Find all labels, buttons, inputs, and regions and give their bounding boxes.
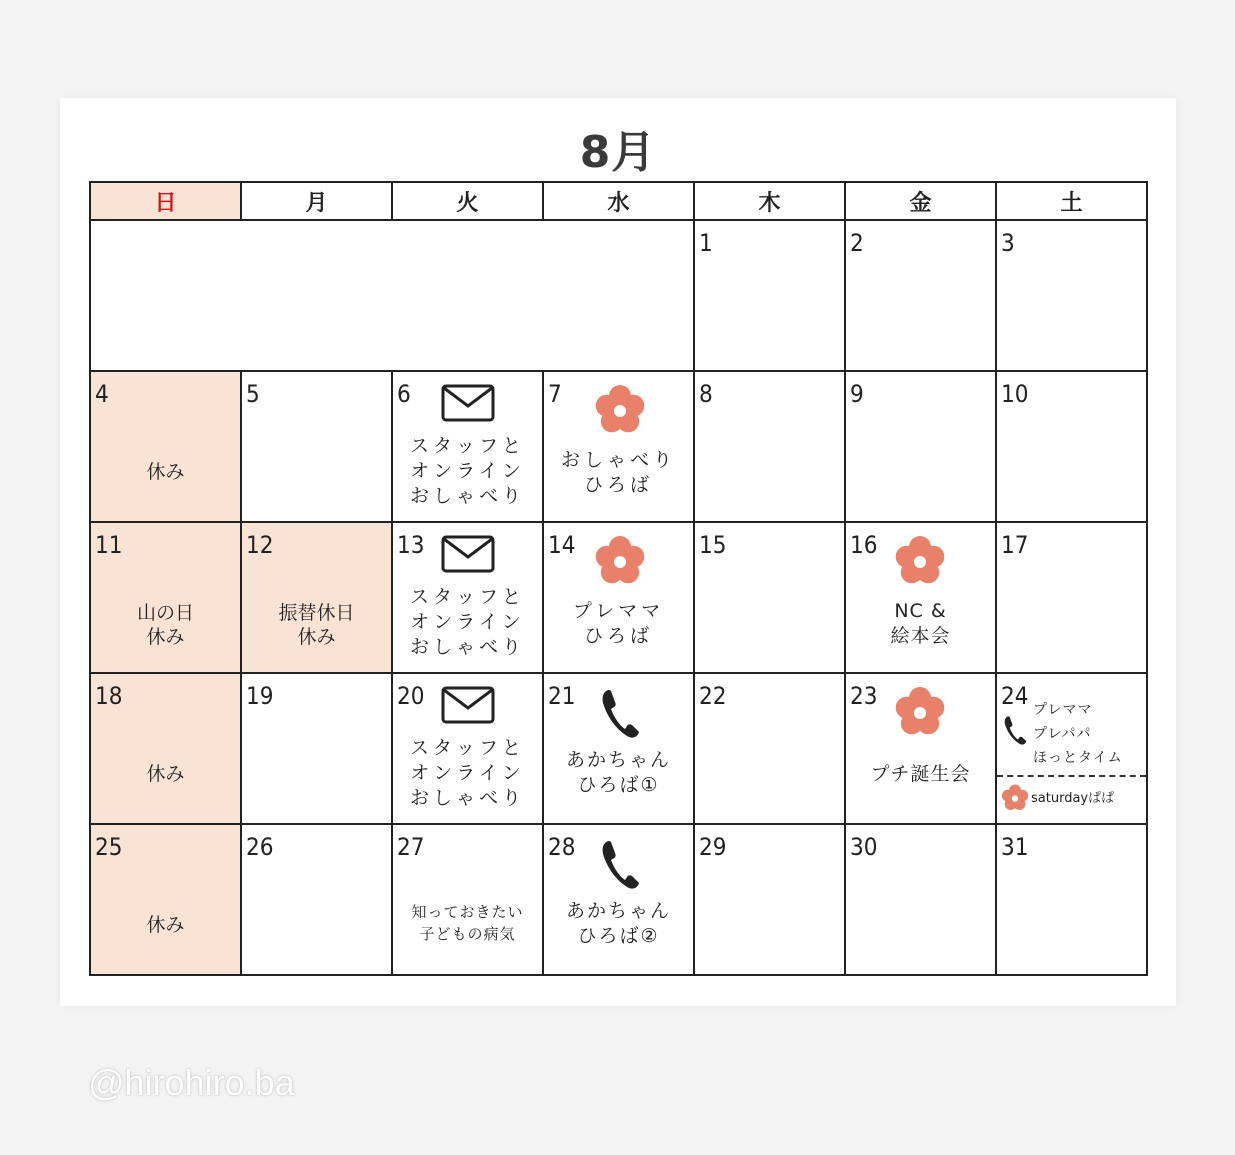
day-number: 8 (699, 380, 713, 408)
day-cell-25 (90, 824, 241, 975)
day-cell-1 (694, 220, 845, 371)
day-number: 31 (1001, 833, 1029, 861)
calendar-grid (89, 181, 1148, 976)
weekday-monday: 月 (241, 182, 392, 220)
holiday-label: 休み (146, 763, 185, 785)
envelope-icon (441, 384, 495, 422)
day-cell-11 (90, 522, 241, 673)
holiday-label: 休み (146, 461, 185, 483)
day-number: 5 (246, 380, 260, 408)
day-cell-31 (996, 824, 1147, 975)
weekday-tuesday: 火 (392, 182, 543, 220)
day-cell-18 (90, 673, 241, 824)
week-row-5 (90, 824, 1147, 975)
event-label: 知っておきたい 子どもの病気 (411, 903, 524, 943)
day-number: 19 (246, 682, 274, 710)
holiday-label: 休み (146, 914, 185, 936)
event-label: スタッフと オンライン おしゃべり (409, 586, 525, 658)
event-label: saturdayぱぱ (1031, 791, 1115, 806)
day-number: 12 (246, 531, 274, 559)
week-row-4 (90, 673, 1147, 824)
day-cell-20 (392, 673, 543, 824)
day-number: 2 (850, 229, 864, 257)
flower-icon (894, 686, 946, 738)
day-number: 28 (548, 833, 576, 861)
day-cell-19 (241, 673, 392, 824)
day-number: 24 (1001, 682, 1029, 710)
watermark-handle: @hirohiro.ba (88, 1062, 295, 1103)
day-number: 17 (1001, 531, 1029, 559)
day-number: 15 (699, 531, 727, 559)
weekday-thursday: 木 (694, 182, 845, 220)
day-number: 16 (850, 531, 878, 559)
event-label: あかちゃん ひろば② (565, 900, 671, 947)
flower-icon (1001, 784, 1029, 812)
day-number: 13 (397, 531, 425, 559)
day-cell-22 (694, 673, 845, 824)
envelope-icon (441, 686, 495, 724)
day-cell-8 (694, 371, 845, 522)
weekday-wednesday: 水 (543, 182, 694, 220)
day-cell-2 (845, 220, 996, 371)
event-label: プチ誕生会 (870, 763, 971, 785)
day-cell-27 (392, 824, 543, 975)
day-cell-6 (392, 371, 543, 522)
event-label: スタッフと オンライン おしゃべり (409, 737, 525, 809)
week-row-1 (90, 220, 1147, 371)
day-number: 30 (850, 833, 878, 861)
day-cell-28 (543, 824, 694, 975)
weekday-saturday: 土 (996, 182, 1147, 220)
day-cell-29 (694, 824, 845, 975)
phone-icon (1003, 714, 1027, 746)
week-row-3 (90, 522, 1147, 673)
day-number: 21 (548, 682, 576, 710)
holiday-label: 山の日 休み (136, 602, 194, 648)
day-cell-24 (996, 673, 1147, 824)
phone-icon (600, 686, 640, 740)
day-number: 27 (397, 833, 425, 861)
day-cell-5 (241, 371, 392, 522)
weekday-header-row (90, 182, 1147, 220)
month-title: 8月 (579, 127, 657, 178)
day-cell-17 (996, 522, 1147, 673)
day-cell-23 (845, 673, 996, 824)
weekday-sunday: 日 (90, 182, 241, 220)
envelope-icon (441, 535, 495, 573)
event-label: あかちゃん ひろば① (565, 749, 671, 796)
day-number: 6 (397, 380, 411, 408)
event-label: プレママ プレパパ ほっとタイム (1033, 702, 1123, 766)
day-number: 22 (699, 682, 727, 710)
empty-cells (90, 220, 694, 371)
day-cell-4 (90, 371, 241, 522)
day-number: 3 (1001, 229, 1015, 257)
day-number: 20 (397, 682, 425, 710)
day-number: 1 (699, 229, 713, 257)
week-row-2 (90, 371, 1147, 522)
event-label: おしゃべり ひろば (560, 449, 676, 496)
calendar-card (60, 98, 1176, 1006)
flower-icon (594, 384, 646, 436)
day-cell-3 (996, 220, 1147, 371)
day-cell-26 (241, 824, 392, 975)
day-number: 14 (548, 531, 576, 559)
day-cell-13 (392, 522, 543, 673)
day-cell-15 (694, 522, 845, 673)
event-label: NC & 絵本会 (890, 600, 951, 647)
flower-icon (894, 535, 946, 587)
holiday-label: 振替休日 休み (278, 602, 355, 648)
day-number: 4 (95, 380, 109, 408)
day-number: 29 (699, 833, 727, 861)
day-cell-7 (543, 371, 694, 522)
day-cell-16 (845, 522, 996, 673)
dashed-divider (997, 775, 1146, 777)
day-number: 25 (95, 833, 123, 861)
day-number: 18 (95, 682, 123, 710)
day-number: 23 (850, 682, 878, 710)
day-number: 11 (95, 531, 123, 559)
day-number: 9 (850, 380, 864, 408)
day-cell-10 (996, 371, 1147, 522)
day-cell-9 (845, 371, 996, 522)
day-cell-21 (543, 673, 694, 824)
day-cell-14 (543, 522, 694, 673)
day-number: 26 (246, 833, 274, 861)
weekday-friday: 金 (845, 182, 996, 220)
day-number: 10 (1001, 380, 1029, 408)
day-cell-12 (241, 522, 392, 673)
phone-icon (600, 837, 640, 891)
event-label: スタッフと オンライン おしゃべり (409, 435, 525, 507)
flower-icon (594, 535, 646, 587)
day-cell-30 (845, 824, 996, 975)
day-number: 7 (548, 380, 562, 408)
event-label: プレママ ひろば (572, 600, 665, 647)
